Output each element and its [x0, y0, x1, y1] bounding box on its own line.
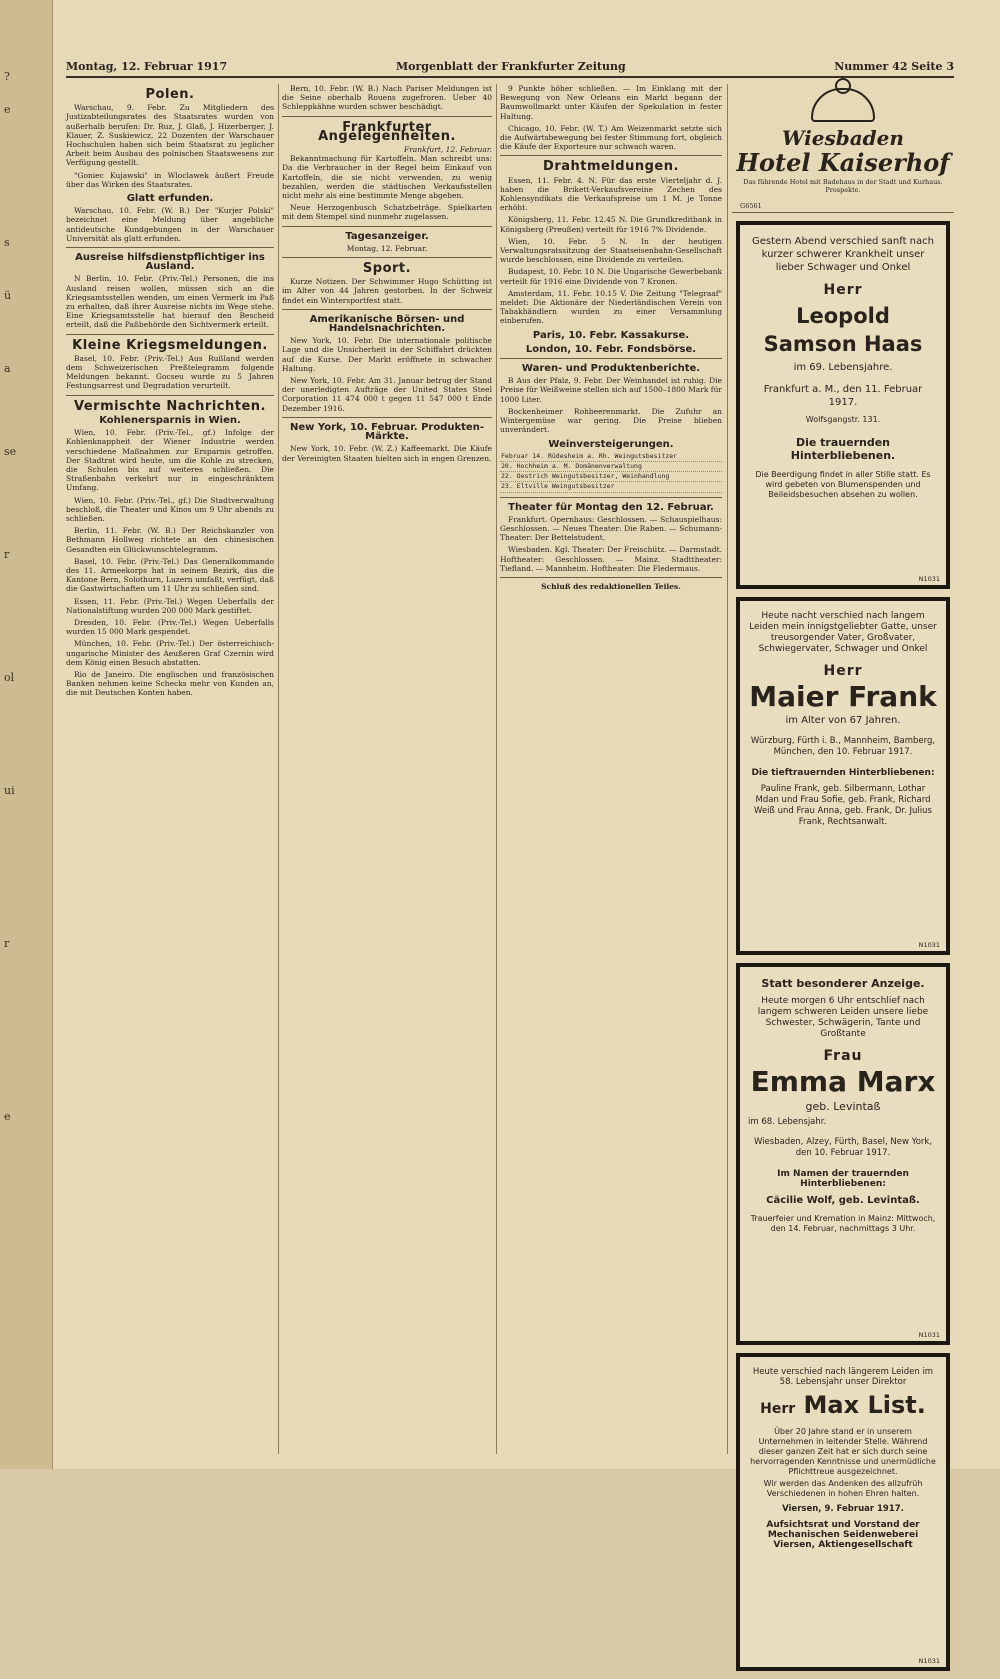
obituary-family-names: Pauline Frank, geb. Silbermann, Lothar Mdan und Frau Sofie, geb. Frank, Richard Weiß und Frau Anna, geb. Frank, Dr. Julius Frank, Rechtsanwalt. — [754, 784, 932, 827]
article-paragraph: N Berlin, 10. Febr. (Priv.-Tel.) Personen, die ins Ausland reisen wollen, müssen sich an die Kriegsamtsstellen wenden, um einen Vermerk im Paß zu erhalten, daß ihrer Ausreise nichts im Wege stehe. Eine Kriegsamtsstelle hat hierauf den Bescheid erteilt, daß die Paßbehörde den Sichtvermerk erteilt. — [66, 274, 274, 330]
article-paragraph: New York, 10. Febr. Am 31. Januar betrug der Stand der unerledigten Aufträge der United States Steel Corporation 11 474 000 t gegen 11 547 000 t Ende Dezember 1916. — [282, 376, 492, 413]
obituary-marx — [736, 963, 950, 1345]
table-row — [500, 472, 722, 482]
column-1 — [66, 84, 274, 1454]
divider — [500, 155, 722, 156]
article-paragraph: Wien, 10. Febr. 5 N. In der heutigen Verwaltungsratssitzung der Staatseisenbahn-Gesellschaft wurde beschlossen, eine Dividende zu verteilen. — [500, 236, 722, 265]
obituary-list — [736, 1353, 950, 1671]
table-cell: 23. Eltville Weingutsbesitzer — [500, 482, 722, 492]
obituary-text: Über 20 Jahre stand er in unserem Unternehmen in leitender Stelle. Während dieser ganzen Zeit hat er sich durch seine hervorragenden Kenntnisse und unermüdliche Pflichttreue ausgezeichnet. — [750, 1427, 936, 1476]
adjacent-page-gutter — [0, 0, 53, 1469]
obituary-title: Herr — [760, 1401, 796, 1417]
obituary-place-date: Wiesbaden, Alzey, Fürth, Basel, New York, den 10. Februar 1917. — [753, 1137, 933, 1158]
subheading-london-fondsboerse: London, 10. Febr. Fondsbörse. — [525, 343, 697, 355]
divider — [500, 577, 722, 578]
obituary-place-date: Viersen, 9. Februar 1917. — [782, 1504, 904, 1514]
section-heading-frankfurter: Frankfurter Angelegenheiten. — [318, 119, 456, 144]
table-cell: 20. Hochheim a. M. Domänenverwaltung — [500, 461, 722, 471]
obituary-family-names: Cäcilie Wolf, geb. Levintaß. — [766, 1195, 920, 1206]
obituary-born-name: geb. Levintaß — [805, 1100, 881, 1113]
obituary-address: Wolfsgangstr. 131. — [805, 415, 881, 424]
ad-code: N1031 — [918, 941, 940, 949]
article-paragraph: Warschau, 10. Febr. (W. B.) Der "Kurjer Polski" bezeichnet eine Meldung über angebliche antideutsche Kundgebungen in der Warschauer Universität als glatt erfunden. — [66, 206, 274, 243]
article-paragraph: Basel, 10. Febr. (Priv.-Tel.) Das Generalkommando des 11. Armeekorps hat in seinem Bezirk, das die Kantone Bern, Solothurn, Luzern umfaßt, verfügt, daß die Gastwirtschaften um 11 Uhr zu schließen sind. — [66, 556, 274, 594]
obituary-intro: Gestern Abend verschied sanft nach kurzer schwerer Krankheit unser lieber Schwager und Onkel — [752, 236, 934, 273]
wine-auction-table — [500, 452, 722, 493]
tagesanzeiger-date: Montag, 12. Februar. — [346, 243, 428, 253]
subheading-tagesanzeiger: Tagesanzeiger. — [345, 230, 429, 242]
subheading-glatt-erfunden: Glatt erfunden. — [126, 193, 214, 205]
article-paragraph: Rio de Janeiro. Die englischen und französischen Banken nehmen keine Schecks mehr von Kunden an, die mit Deutschen Konten haben. — [66, 669, 274, 698]
section-heading-amerikanische: Amerikanische Börsen- und Handelsnachrichten. — [309, 313, 465, 335]
article-paragraph: Neue Herzogenbusch Schatzbeträge. Spielkarten mit dem Stempel sind nunmehr zugelassen. — [282, 203, 492, 222]
divider — [66, 247, 274, 248]
article-paragraph: B Aus der Pfalz, 9. Febr. Der Weinhandel ist ruhig. Die Preise für Weißweine stellen sich auf 1500–1800 Mark für 1000 Liter. — [500, 376, 722, 404]
crown-icon — [811, 88, 875, 122]
divider — [500, 497, 722, 498]
section-heading-sport: Sport. — [362, 261, 412, 277]
obituary-age: im 68. Lebensjahr. — [748, 1117, 827, 1127]
obituary-name: Maier Frank — [749, 680, 937, 713]
article-paragraph: Basel, 10. Febr. (Priv.-Tel.) Aus Rußland werden dem Schweizerischen Preßtelegramm folgende Meldungen bekannt. Gocseu wurde zu 5 Jahren Festungsarrest und Degradation verurteilt. — [66, 353, 274, 391]
gutter-fragment: r — [4, 548, 10, 561]
hotel-name: Hotel Kaiserhof — [736, 148, 950, 177]
subheading-paris-kassakurse: Paris, 10. Febr. Kassakurse. — [532, 329, 690, 341]
section-heading-ausreise: Ausreise hilfsdienstpflichtiger ins Ausland. — [75, 252, 265, 273]
gutter-fragment: a — [4, 362, 11, 375]
obituary-name: Emma Marx — [750, 1065, 936, 1098]
article-paragraph: Wiesbaden. Kgl. Theater: Der Freischütz. — Darmstadt. Hoftheater: Geschlossen. — Mainz. Stadttheater: Tiefland. — Mannheim. Hoftheater: Die Fledermaus. — [500, 545, 722, 573]
article-paragraph: Wien, 10. Febr. (Priv.-Tel., gf.) Infolge der Kohlenknappheit der Wiener Industrie werden verschiedene Maßnahmen zur Ersparnis getroffen. Der Stadtrat wird heute, um die Kohle zu strecken, die Schulen bis auf weiteres schließen. Die Straßenbahn verkehrt nur in eingeschränktem Umfang. — [66, 428, 274, 493]
obituary-mourners: Aufsichtsrat und Vorstand der Mechanischen Seidenweberei Viersen, Aktiengesellschaft — [766, 1520, 920, 1550]
article-paragraph: Kurze Notizen. Der Schwimmer Hugo Schütting ist im Alter von 44 Jahren gestorben. In der Schweiz findet ein Wintersportfest statt. — [282, 277, 492, 305]
gutter-fragment: ü — [4, 289, 12, 302]
article-paragraph: Frankfurt. Opernhaus: Geschlossen. — Schauspielhaus: Geschlossen. — Neues Theater: Die Raben. — Schumann-Theater: Der Bettelstudent. — [500, 514, 722, 543]
gutter-fragment: e — [4, 1110, 11, 1123]
section-heading-weinversteigerungen: Weinversteigerungen. — [548, 438, 674, 450]
table-row — [500, 461, 722, 471]
obituary-age: im 69. Lebensjahre. — [793, 362, 893, 373]
gutter-fragment: ? — [4, 70, 10, 83]
article-paragraph: Budapest, 10. Febr. 10 N. Die Ungarische Gewerbebank verteilt für 1916 eine Dividende von 7 Kronen. — [500, 267, 722, 286]
header-paper-name: Morgenblatt der Frankfurter Zeitung — [396, 60, 626, 73]
article-paragraph: Chicago, 10. Febr. (W. T.) Am Weizenmarkt setzte sich die Aufwärtsbewegung bei fester Stimmung fort, obgleich die Käufe der Exporteure nur schwach waren. — [500, 123, 722, 152]
obituary-intro: Heute verschied nach längerem Leiden im 58. Lebensjahr unser Direktor — [752, 1367, 934, 1387]
gutter-fragment: ui — [4, 784, 15, 797]
obituary-mourners: Die trauernden Hinterbliebenen. — [790, 436, 896, 462]
article-paragraph: Bockenheimer Rohbeerenmarkt. Die Zufuhr an Wintergemüse war gering. Die Preise blieben unverändert. — [500, 406, 722, 435]
obituary-text: Wir werden das Andenken des allzufrüh Verschiedenen in hohen Ehren halten. — [763, 1479, 923, 1498]
end-of-editorial: Schluß des redaktionellen Teiles. — [541, 581, 681, 591]
obituary-title: Herr — [823, 282, 863, 298]
ad-code: N1031 — [918, 575, 940, 583]
table-cell: Februar 14. Rüdesheim a. Rh. Weingutsbesitzer — [500, 452, 722, 462]
obituary-place-date: Frankfurt a. M., den 11. Februar 1917. — [763, 384, 923, 408]
column-3 — [500, 84, 722, 1454]
column-rule — [727, 84, 728, 1454]
article-paragraph: Bekanntmachung für Kartoffeln. Man schreibt uns: Da die Verbraucher in der Regel beim Einkauf von Kartoffeln, die sie nicht verwenden, zu wenig bezahlen, werden die städtischen Verkaufsstellen nicht mehr als eine bestimmte Menge abgeben. — [282, 154, 492, 201]
gutter-fragment: ol — [4, 671, 15, 684]
article-paragraph: Essen, 11. Febr. (Priv.-Tel.) Wegen Ueberfalls der Nationalstiftung wurden 200 000 Mark gestiftet. — [66, 596, 274, 615]
obituary-heading: Statt besonderer Anzeige. — [761, 977, 925, 990]
article-paragraph: 9 Punkte höher schließen. — Im Einklang mit der Bewegung von New Orleans ein Markt begann der Baumwollmarkt unter Käufen der Spekulation in fester Haltung. — [500, 84, 722, 121]
obituary-title: Frau — [823, 1048, 863, 1064]
advertisement-column — [732, 84, 954, 1679]
article-paragraph: "Goniec Kujawski" in Wloclawek äußert Freude über das Wirken des Staatsrates. — [66, 170, 274, 189]
gutter-fragment: e — [4, 103, 11, 116]
page-header — [66, 58, 954, 78]
ad-code: G6561 — [740, 202, 762, 210]
obituary-intro: Heute nacht verschied nach langem Leiden mein innigstgeliebter Gatte, unser treusorgender Vater, Großvater, Schwiegervater, Schwager und Onkel — [749, 611, 937, 654]
ad-code: N1031 — [918, 1657, 940, 1665]
hotel-city: Wiesbaden — [782, 126, 904, 150]
section-heading-theater: Theater für Montag den 12. Februar. — [508, 501, 714, 513]
table-row — [500, 452, 722, 462]
article-paragraph: New York, 10. Febr. (W. Z.) Kaffeemarkt. Die Käufe der Vereinigten Staaten hielten sich in engen Grenzen. — [282, 444, 492, 463]
column-2 — [282, 84, 492, 1454]
obituary-name: Leopold Samson Haas — [763, 304, 923, 356]
obituary-mourners: Im Namen der trauernden Hinterbliebenen: — [777, 1169, 909, 1189]
subheading-produkten-maerkte: New York, 10. Februar. Produkten-Märkte. — [290, 421, 484, 443]
column-rule — [278, 84, 279, 1454]
subheading-kohlenersparnis: Kohlenersparnis in Wien. — [99, 414, 241, 426]
header-date: Montag, 12. Februar 1917 — [66, 60, 228, 73]
article-paragraph: Bern, 10. Febr. (W. B.) Nach Pariser Meldungen ist die Seine oberhalb Rouens zugefroren. Ueber 40 Schleppkähne wurden schwer beschädigt. — [282, 84, 492, 112]
obituary-title: Herr — [823, 663, 863, 679]
divider — [282, 417, 492, 418]
ad-code: N1031 — [918, 1331, 940, 1339]
obituary-mourners: Die tieftrauernden Hinterbliebenen: — [751, 768, 935, 778]
divider — [500, 358, 722, 359]
table-cell: 22. Oestrich Weingutsbesitzer, Weinhandlung — [500, 472, 722, 482]
obituary-note: Trauerfeier und Kremation in Mainz: Mittwoch, den 14. Februar, nachmittags 3 Uhr. — [750, 1214, 936, 1233]
section-heading-vermischte: Vermischte Nachrichten. — [73, 398, 266, 414]
gutter-fragment: s — [4, 236, 10, 249]
divider — [282, 116, 492, 117]
obituary-place-date: Würzburg, Fürth i. B., Mannheim, Bamberg, München, den 10. Februar 1917. — [750, 736, 936, 757]
obituary-name: Max List. — [803, 1391, 926, 1419]
divider — [282, 226, 492, 227]
divider — [66, 334, 274, 335]
gutter-fragment: r — [4, 937, 10, 950]
header-page-number: Nummer 42 Seite 3 — [834, 60, 954, 73]
hotel-subtitle: Das führende Hotel mit Badehaus in der Stadt und Kurhaus. Prospekte. — [743, 178, 943, 194]
divider — [282, 309, 492, 310]
article-paragraph: Amsterdam, 11. Febr. 10.15 V. Die Zeitung "Telegraaf" meldet: Die Aktionäre der Niederländischen Verein von Tabakhändlern wurden zu einer Versammlung einberufen. — [500, 288, 722, 326]
article-paragraph: Königsberg, 11. Febr. 12.45 N. Die Grundkreditbank in Königsberg (Preußen) verteilt für 1916 7% Dividende. — [500, 215, 722, 234]
obituary-haas — [736, 221, 950, 589]
article-paragraph: Essen, 11. Febr. 4. N. Für das erste Vierteljahr d. J. haben die Brikett-Verkaufsvereine Zechen des Kohlensyndikats die Verkaufspreise um 1 M. je Tonne erhöht. — [500, 175, 722, 213]
article-paragraph: Berlin, 11. Febr. (W. B.) Der Reichskanzler von Bethmann Hollweg richtete an den chinesischen Gesandten ein Glückwunschtelegramm. — [66, 526, 274, 554]
section-heading-polen: Polen. — [145, 87, 195, 102]
obituary-name-line — [748, 1391, 938, 1423]
obituary-intro: Heute morgen 6 Uhr entschlief nach langem schweren Leiden unsere liebe Schwester, Schwägerin, Tante und Großtante — [757, 996, 929, 1039]
table-row — [500, 482, 722, 492]
article-paragraph: Dresden, 10. Febr. (Priv.-Tel.) Wegen Ueberfalls wurden 15 000 Mark gespendet. — [66, 617, 274, 637]
section-heading-waren: Waren- und Produktenberichte. — [521, 363, 701, 375]
obituary-frank — [736, 597, 950, 955]
column-rule — [496, 84, 497, 1454]
article-paragraph: New York, 10. Febr. Die internationale politische Lage und die Unsicherheit in der Schiffahrt drückten auf die Kurse. Der Markt eröffnete in schwacher Haltung. — [282, 336, 492, 373]
article-paragraph: München, 10. Febr. (Priv.-Tel.) Der österreichisch-ungarische Minister des Aeußeren Graf Czernin wird dem König einen Besuch abstatten. — [66, 639, 274, 667]
divider — [66, 395, 274, 396]
article-paragraph: Wien, 10. Febr. (Priv.-Tel., gf.) Die Stadtverwaltung beschloß, die Theater und Kinos um 9 Uhr abends zu schließen. — [66, 495, 274, 523]
hotel-kaiserhof-ad — [732, 84, 954, 213]
obituary-age: im Alter von 67 Jahren. — [785, 715, 901, 726]
section-heading-kleine-kriegsmeldungen: Kleine Kriegsmeldungen. — [72, 337, 268, 353]
section-heading-drahtmeldungen: Drahtmeldungen. — [543, 159, 679, 175]
article-paragraph: Warschau, 9. Febr. Zu Mitgliedern des Justizabteilungsrates des Staatsrates wurden von außerhalb berufen: Dr. Ruz, J. Glaß, J. Hizerberger, J. Klauer, Z. Suskiewicz, 22 Dozenten der Warschauer Hochschulen haben sich beim Staatsrat zu jeglicher Arbeit beim Ausbau des polnischen Staatswesens zur Verfügung gestellt. — [66, 103, 274, 168]
obituary-note: Die Beerdigung findet in aller Stille statt. Es wird gebeten von Blumenspenden und Beileidsbesuchen absehen zu wollen. — [755, 470, 931, 499]
gutter-fragment: se — [4, 445, 17, 458]
divider — [282, 257, 492, 258]
dateline: Frankfurt, 12. Februar. — [404, 145, 492, 155]
